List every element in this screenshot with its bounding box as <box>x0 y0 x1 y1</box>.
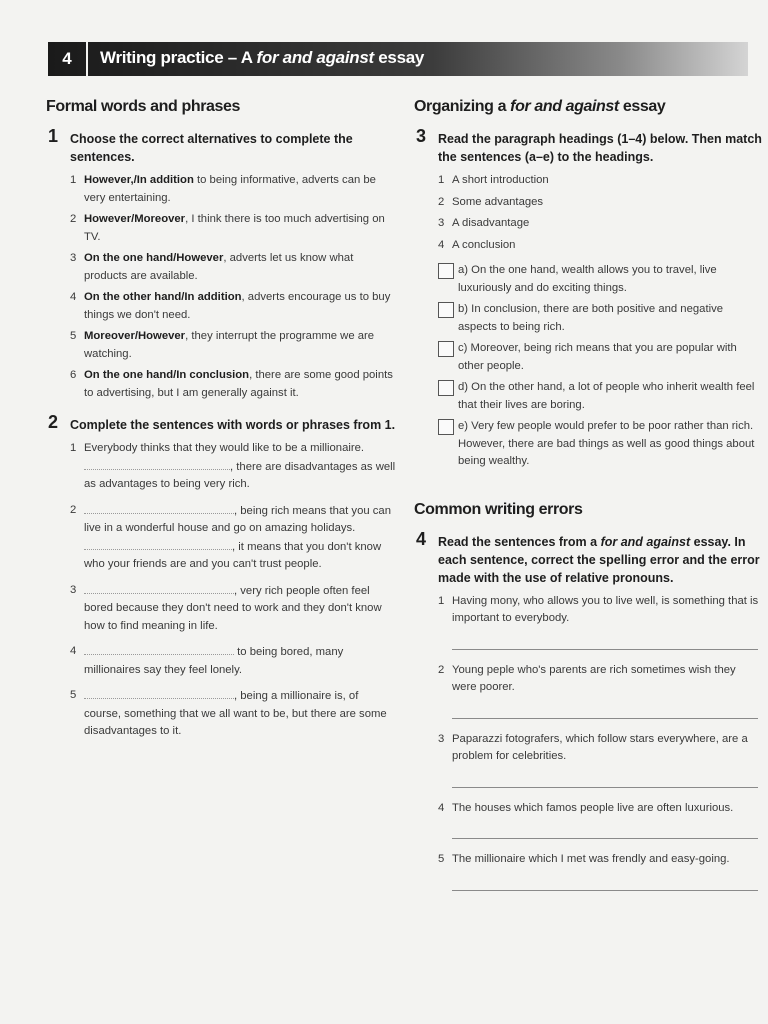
exercise-number: 4 <box>416 528 427 549</box>
list-item: 1 A short introduction <box>438 174 549 186</box>
list-item: c) Moreover, being rich means that you are popular with other people. <box>414 340 762 375</box>
paragraph-headings <box>414 172 762 254</box>
exercise-1-items <box>46 172 396 402</box>
list-item: 3 , very rich people often feel bored because they don't need to work and they don't know how to find meaning in life. <box>70 583 382 632</box>
answer-blank[interactable] <box>84 687 234 699</box>
list-item: 6 On the one hand/In conclusion, there are some good points to advertising, but I am generally against it. <box>70 369 393 399</box>
exercise-number: 2 <box>48 412 59 432</box>
answer-line[interactable] <box>452 648 758 650</box>
section-title-formal-words: Formal words and phrases <box>46 98 241 115</box>
list-item: d) On the other hand, a lot of people who inherit wealth feel that their lives are boring. <box>414 379 762 414</box>
right-column <box>414 92 762 891</box>
section-title-organizing: Organizing a for and against essay <box>414 98 666 115</box>
list-item: 1 Everybody thinks that they would like to be a millionaire. , there are disadvantages as well as advantages to being very rich. <box>70 442 396 490</box>
section-title-common-errors: Common writing errors <box>414 500 583 518</box>
exercise-4-instruction: 4 Read the sentences from a for and against essay. In each sentence, correct the spelling error and the error made with the use of relative pronouns. <box>416 528 760 585</box>
answer-blank[interactable] <box>84 582 234 594</box>
unit-number: 4 <box>48 42 88 76</box>
exercise-number: 3 <box>416 126 427 146</box>
list-item: a) On the one hand, wealth allows you to travel, live luxuriously and do exciting things. <box>414 262 762 297</box>
list-item: 3 On the one hand/However, adverts let us know what products are available. <box>70 252 354 282</box>
exercise-3-instruction: 3 Read the paragraph headings (1–4) below. Then match the sentences (a–e) to the headings. <box>416 126 762 164</box>
answer-box[interactable] <box>438 302 454 318</box>
list-item: 2 However/Moreover, I think there is too much advertising on TV. <box>70 213 385 243</box>
answer-line[interactable] <box>452 889 758 891</box>
answer-blank[interactable] <box>84 458 230 470</box>
answer-blank[interactable] <box>84 502 234 514</box>
list-item: 4 to being bored, many millionaires say they feel lonely. <box>70 645 344 676</box>
list-item: 2 Some advantages <box>438 195 544 208</box>
page-title: Writing practice – A for and against essay <box>100 48 425 67</box>
list-item: 5 , being a millionaire is, of course, something that we all want to be, but there are some disadvantages to it. <box>70 689 387 737</box>
list-item: 4 On the other hand/In addition, adverts encourage us to buy things we don't need. <box>70 291 391 321</box>
answer-box[interactable] <box>438 419 454 435</box>
exercise-1-instruction: 1 Choose the correct alternatives to complete the sentences. <box>48 126 353 164</box>
exercise-number: 1 <box>48 126 59 146</box>
exercise-4-items <box>414 593 762 891</box>
answer-box[interactable] <box>438 380 454 396</box>
list-item: b) In conclusion, there are both positive and negative aspects to being rich. <box>414 301 762 336</box>
list-item: 2 Young peple who's parents are rich sometimes wish they were poorer. <box>414 662 762 719</box>
list-item: 3 A disadvantage <box>438 217 530 229</box>
list-item: e) Very few people would prefer to be poor rather than rich. However, there are bad things as well as good things about being wealthy. <box>414 418 762 471</box>
answer-box[interactable] <box>438 341 454 357</box>
list-item: 5 Moreover/However, they interrupt the programme we are watching. <box>70 330 375 360</box>
matching-sentences <box>414 262 762 471</box>
answer-line[interactable] <box>452 786 758 788</box>
list-item: 3 Paparazzi fotografers, which follow stars everywhere, are a problem for celebrities. <box>414 731 762 788</box>
list-item: 1 Having mony, who allows you to live well, is something that is important to everybody. <box>414 593 762 650</box>
exercise-2-items <box>46 440 396 741</box>
answer-blank[interactable] <box>84 643 234 655</box>
answer-blank[interactable] <box>84 538 232 550</box>
list-item: 4 A conclusion <box>438 238 516 251</box>
list-item: 4 The houses which famos people live are often luxurious. <box>414 800 762 840</box>
exercise-2-instruction: 2 Complete the sentences with words or phrases from 1. <box>48 412 396 432</box>
list-item: 2 , being rich means that you can live in a wonderful house and go on amazing holidays. , it means that you don't know who your friends are and you can't trust people. <box>70 503 391 570</box>
answer-box[interactable] <box>438 263 454 279</box>
answer-line[interactable] <box>452 717 758 719</box>
left-column <box>46 92 396 741</box>
list-item: 5 The millionaire which I met was frendly and easy-going. <box>414 851 762 891</box>
answer-line[interactable] <box>452 837 758 839</box>
list-item: 1 However,/In addition to being informative, adverts can be very entertaining. <box>70 174 376 204</box>
